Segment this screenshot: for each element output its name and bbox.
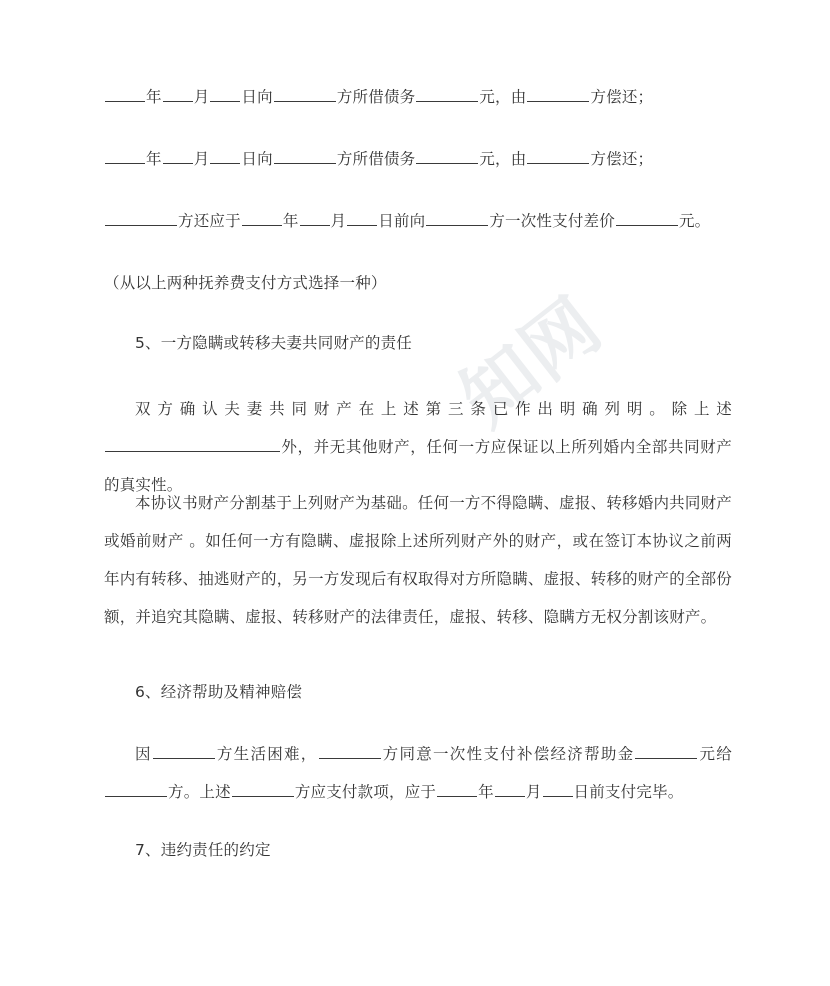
blank-field[interactable] [210,147,240,164]
blank-field[interactable] [105,435,280,452]
blank-field[interactable] [274,85,336,102]
section-5-paragraph-1-after: 外，并无其他财产，任何一方应保证以上所列婚内全部共同财产的真实性。 [104,438,732,494]
blank-field[interactable] [274,147,336,164]
debt-line-2 [104,140,732,178]
inline-text: 方还应于 [178,212,241,230]
blank-field[interactable] [616,209,678,226]
inline-text: 日向 [241,88,273,106]
inline-text: 方应支付款项，应于 [294,783,437,801]
inline-text: 方偿还； [590,150,654,168]
inline-text: 方所借债务 [336,88,416,106]
blank-field[interactable] [527,85,589,102]
blank-field[interactable] [319,742,381,759]
inline-text: 月 [193,150,210,168]
inline-text: 年 [282,212,299,230]
blank-field[interactable] [105,209,177,226]
section-7-heading-text: 7、违约责任的约定 [135,841,271,859]
section-5-paragraph-1-before: 双方确认夫妻共同财产在上述第三条已作出明确列明。除上述 [135,400,732,418]
inline-text: 方所借债务 [336,150,416,168]
section-6-paragraph-text [104,745,732,801]
blank-field[interactable] [163,147,193,164]
blank-field[interactable] [105,147,145,164]
inline-text: 方同意一次性支付补偿经济帮助金 [381,745,635,763]
inline-text: 因 [135,745,152,763]
watermark-text: 知网 [445,281,618,443]
inline-text: 日向 [241,150,273,168]
blank-field[interactable] [416,85,478,102]
debt-line-3-text [104,212,710,230]
section-6-paragraph [104,735,732,811]
inline-text: 日前向 [378,212,426,230]
inline-text: 年 [478,783,494,801]
inline-text: 月 [193,88,210,106]
section-6-heading [104,673,732,711]
blank-field[interactable] [232,780,294,797]
section-5-paragraph-2-text: 本协议书财产分割基于上列财产为基础。任何一方不得隐瞒、虚报、转移婚内共同财产或婚前财产 。如任何一方有隐瞒、虚报除上述所列财产外的财产，或在签订本协议之前两年内有转移、抽逃财产的，另一方发现后有权取得对方所隐瞒、虚报、转移的财产的全部份额，并追究其隐瞒、虚报、转移财产的法律责任，虚报、转移、隐瞒方无权分割该财产。 [104,494,733,626]
blank-field[interactable] [527,147,589,164]
blank-field[interactable] [300,209,330,226]
blank-field[interactable] [416,147,478,164]
blank-field[interactable] [163,85,193,102]
inline-text: 元，由 [479,88,527,106]
blank-field[interactable] [347,209,377,226]
debt-line-3 [104,202,732,240]
inline-text: 月 [525,783,542,801]
blank-field[interactable] [543,780,573,797]
debt-line-1-text [104,88,653,106]
blank-field[interactable] [105,85,145,102]
inline-text: 元，由 [479,150,527,168]
inline-text: 元给 [698,745,733,763]
debt-line-1 [104,78,732,116]
section-7-heading [104,831,732,869]
section-5-heading [104,324,732,362]
debt-line-2-text [104,150,653,168]
blank-field[interactable] [105,780,167,797]
inline-text: 方偿还； [590,88,654,106]
blank-field[interactable] [495,780,525,797]
payment-method-note [104,264,732,302]
section-5-paragraph-2 [104,484,732,636]
inline-text: 元。 [678,212,711,230]
inline-text: 年 [146,88,162,106]
inline-text: 月 [330,212,347,230]
blank-field[interactable] [635,742,697,759]
inline-text: 方一次性支付差价 [489,212,615,230]
payment-method-note-text: （从以上两种抚养费支付方式选择一种） [104,274,387,292]
inline-text: 方。上述 [168,783,231,801]
inline-text: 年 [146,150,162,168]
blank-field[interactable] [153,742,215,759]
inline-text: 方生活困难， [215,745,318,763]
section-6-heading-text: 6、经济帮助及精神赔偿 [135,683,303,701]
section-5-heading-text: 5、一方隐瞒或转移夫妻共同财产的责任 [135,334,412,352]
blank-field[interactable] [437,780,477,797]
blank-field[interactable] [210,85,240,102]
inline-text: 日前支付完毕。 [573,783,684,801]
blank-field[interactable] [242,209,282,226]
blank-field[interactable] [426,209,488,226]
